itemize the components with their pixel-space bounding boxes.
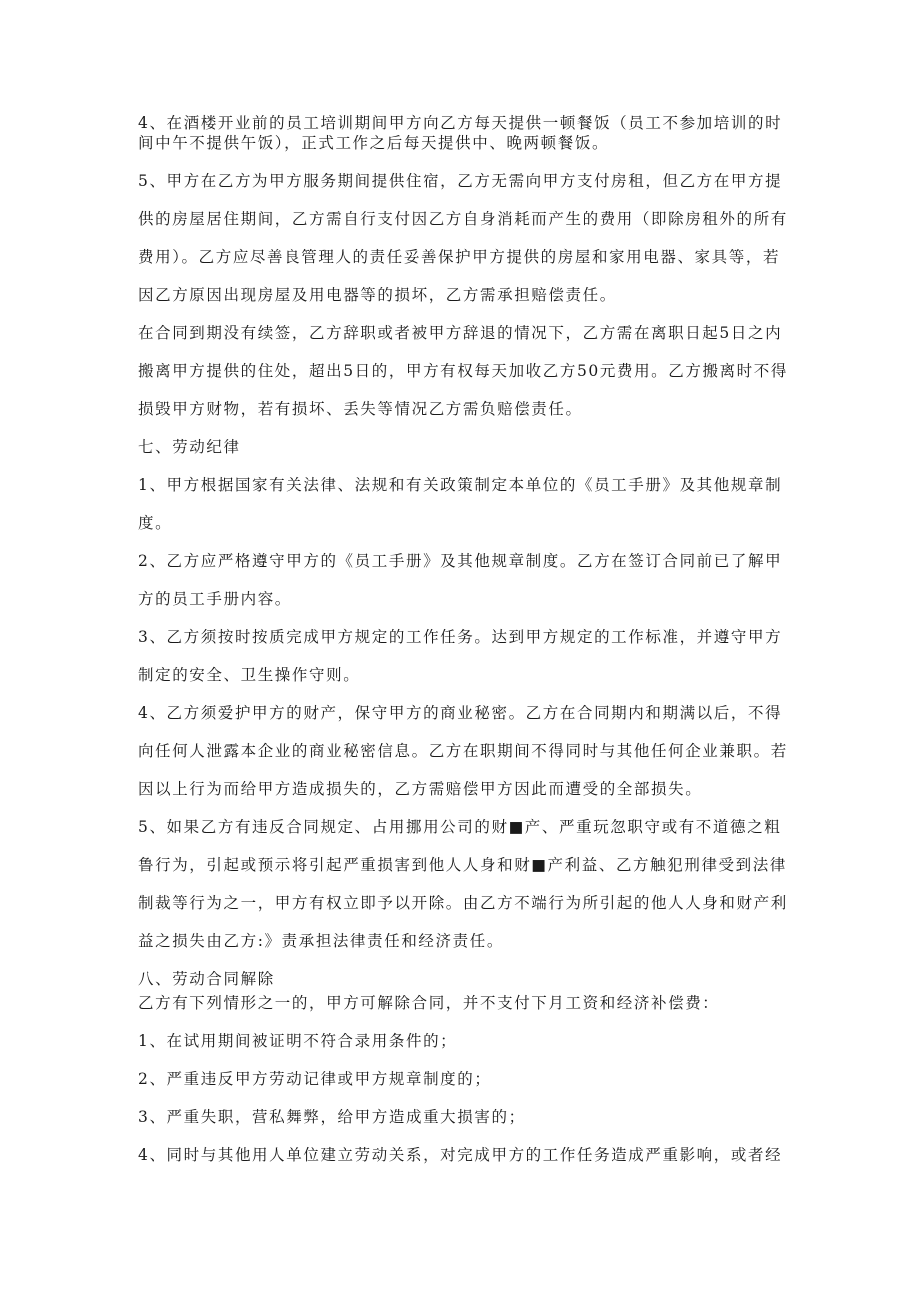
paragraph-d2 bbox=[138, 551, 788, 609]
text-line: 1、在试用期间被证明不符合录用条件的； bbox=[138, 1032, 458, 1050]
paragraph-t3 bbox=[138, 1107, 788, 1127]
section-heading-termination bbox=[138, 969, 788, 989]
text-line: 间中午不提供午饭），正式工作之后每天提供中、晚两顿餐饭。 bbox=[138, 134, 610, 152]
section-title: 八、劳动合同解除 bbox=[138, 970, 275, 988]
text-line: 1、甲方根据国家有关法律、法规和有关政策制定本单位的《员工手册》及其他规章制 bbox=[138, 476, 783, 494]
text-line: 制裁等行为之一，甲方有权立即予以开除。由乙方不端行为所引起的他人人身和财产利 bbox=[138, 894, 788, 912]
text-line: 因乙方原因出现房屋及用电器等的损坏，乙方需承担赔偿责任。 bbox=[138, 286, 617, 304]
paragraph-t1 bbox=[138, 1031, 788, 1051]
text-line: 鲁行为，引起或预示将引起严重损害到他人人身和财■产利益、乙方触犯刑律受到法律 bbox=[138, 856, 787, 874]
paragraph-d1 bbox=[138, 475, 788, 533]
text-line: 益之损失由乙方:》责承担法律责任和经济责任。 bbox=[138, 932, 504, 950]
text-line: 费用）。乙方应尽善良管理人的责任妥善保护甲方提供的房屋和家用电器、家具等，若 bbox=[138, 248, 781, 266]
text-line: 在合同到期没有续签，乙方辞职或者被甲方辞退的情况下，乙方需在离职日起5日之内 bbox=[138, 324, 783, 342]
section-title: 七、劳动纪律 bbox=[138, 438, 241, 456]
document-page bbox=[138, 113, 788, 1165]
paragraph-housing-exit bbox=[138, 323, 788, 419]
text-line: 5、如果乙方有违反合同规定、占用挪用公司的财■产、严重玩忽职守或有不道德之粗 bbox=[138, 818, 782, 836]
paragraph-t2 bbox=[138, 1069, 788, 1089]
paragraph-d3 bbox=[138, 627, 788, 685]
text-line: 方的员工手册内容。 bbox=[138, 590, 292, 608]
text-line: 供的房屋居住期间，乙方需自行支付因乙方自身消耗而产生的费用（即除房租外的所有 bbox=[138, 210, 788, 228]
text-line: 3、乙方须按时按质完成甲方规定的工作任务。达到甲方规定的工作标准，并遵守甲方 bbox=[138, 628, 783, 646]
text-line: 向任何人泄露本企业的商业秘密信息。乙方在职期间不得同时与其他任何企业兼职。若 bbox=[138, 742, 788, 760]
paragraph-d4 bbox=[138, 703, 788, 799]
section-heading-discipline bbox=[138, 437, 788, 457]
text-line: 4、乙方须爱护甲方的财产，保守甲方的商业秘密。乙方在合同期内和期满以后，不得 bbox=[138, 704, 783, 722]
text-line: 2、乙方应严格遵守甲方的《员工手册》及其他规章制度。乙方在签订合同前已了解甲 bbox=[138, 552, 783, 570]
text-line: 5、甲方在乙方为甲方服务期间提供住宿，乙方无需向甲方支付房租，但乙方在甲方提 bbox=[138, 172, 783, 190]
text-line: 4、同时与其他用人单位建立劳动关系，对完成甲方的工作任务造成严重影响，或者经 bbox=[138, 1146, 783, 1164]
paragraph-t4 bbox=[138, 1145, 788, 1165]
text-line: 制定的安全、卫生操作守则。 bbox=[138, 666, 361, 684]
paragraph-5 bbox=[138, 171, 788, 305]
paragraph-d5 bbox=[138, 817, 788, 951]
text-line: 因以上行为而给甲方造成损失的，乙方需赔偿甲方因此而遭受的全部损失。 bbox=[138, 780, 703, 798]
text-line: 4、在酒楼开业前的员工培训期间甲方向乙方每天提供一顿餐饭（员工不参加培训的时 bbox=[138, 114, 783, 132]
text-line: 3、严重失职，营私舞弊，给甲方造成重大损害的； bbox=[138, 1108, 526, 1126]
text-line: 乙方有下列情形之一的，甲方可解除合同，并不支付下月工资和经济补偿费： bbox=[138, 994, 720, 1012]
text-line: 损毁甲方财物，若有损坏、丢失等情况乙方需负赔偿责任。 bbox=[138, 400, 583, 418]
text-line: 搬离甲方提供的住处，超出5日的，甲方有权每天加收乙方50元费用。乙方搬离时不得 bbox=[138, 362, 788, 380]
text-line: 2、严重违反甲方劳动记律或甲方规章制度的； bbox=[138, 1070, 492, 1088]
text-line: 度。 bbox=[138, 514, 173, 532]
paragraph-t-intro bbox=[138, 993, 788, 1013]
paragraph-4 bbox=[138, 113, 788, 153]
